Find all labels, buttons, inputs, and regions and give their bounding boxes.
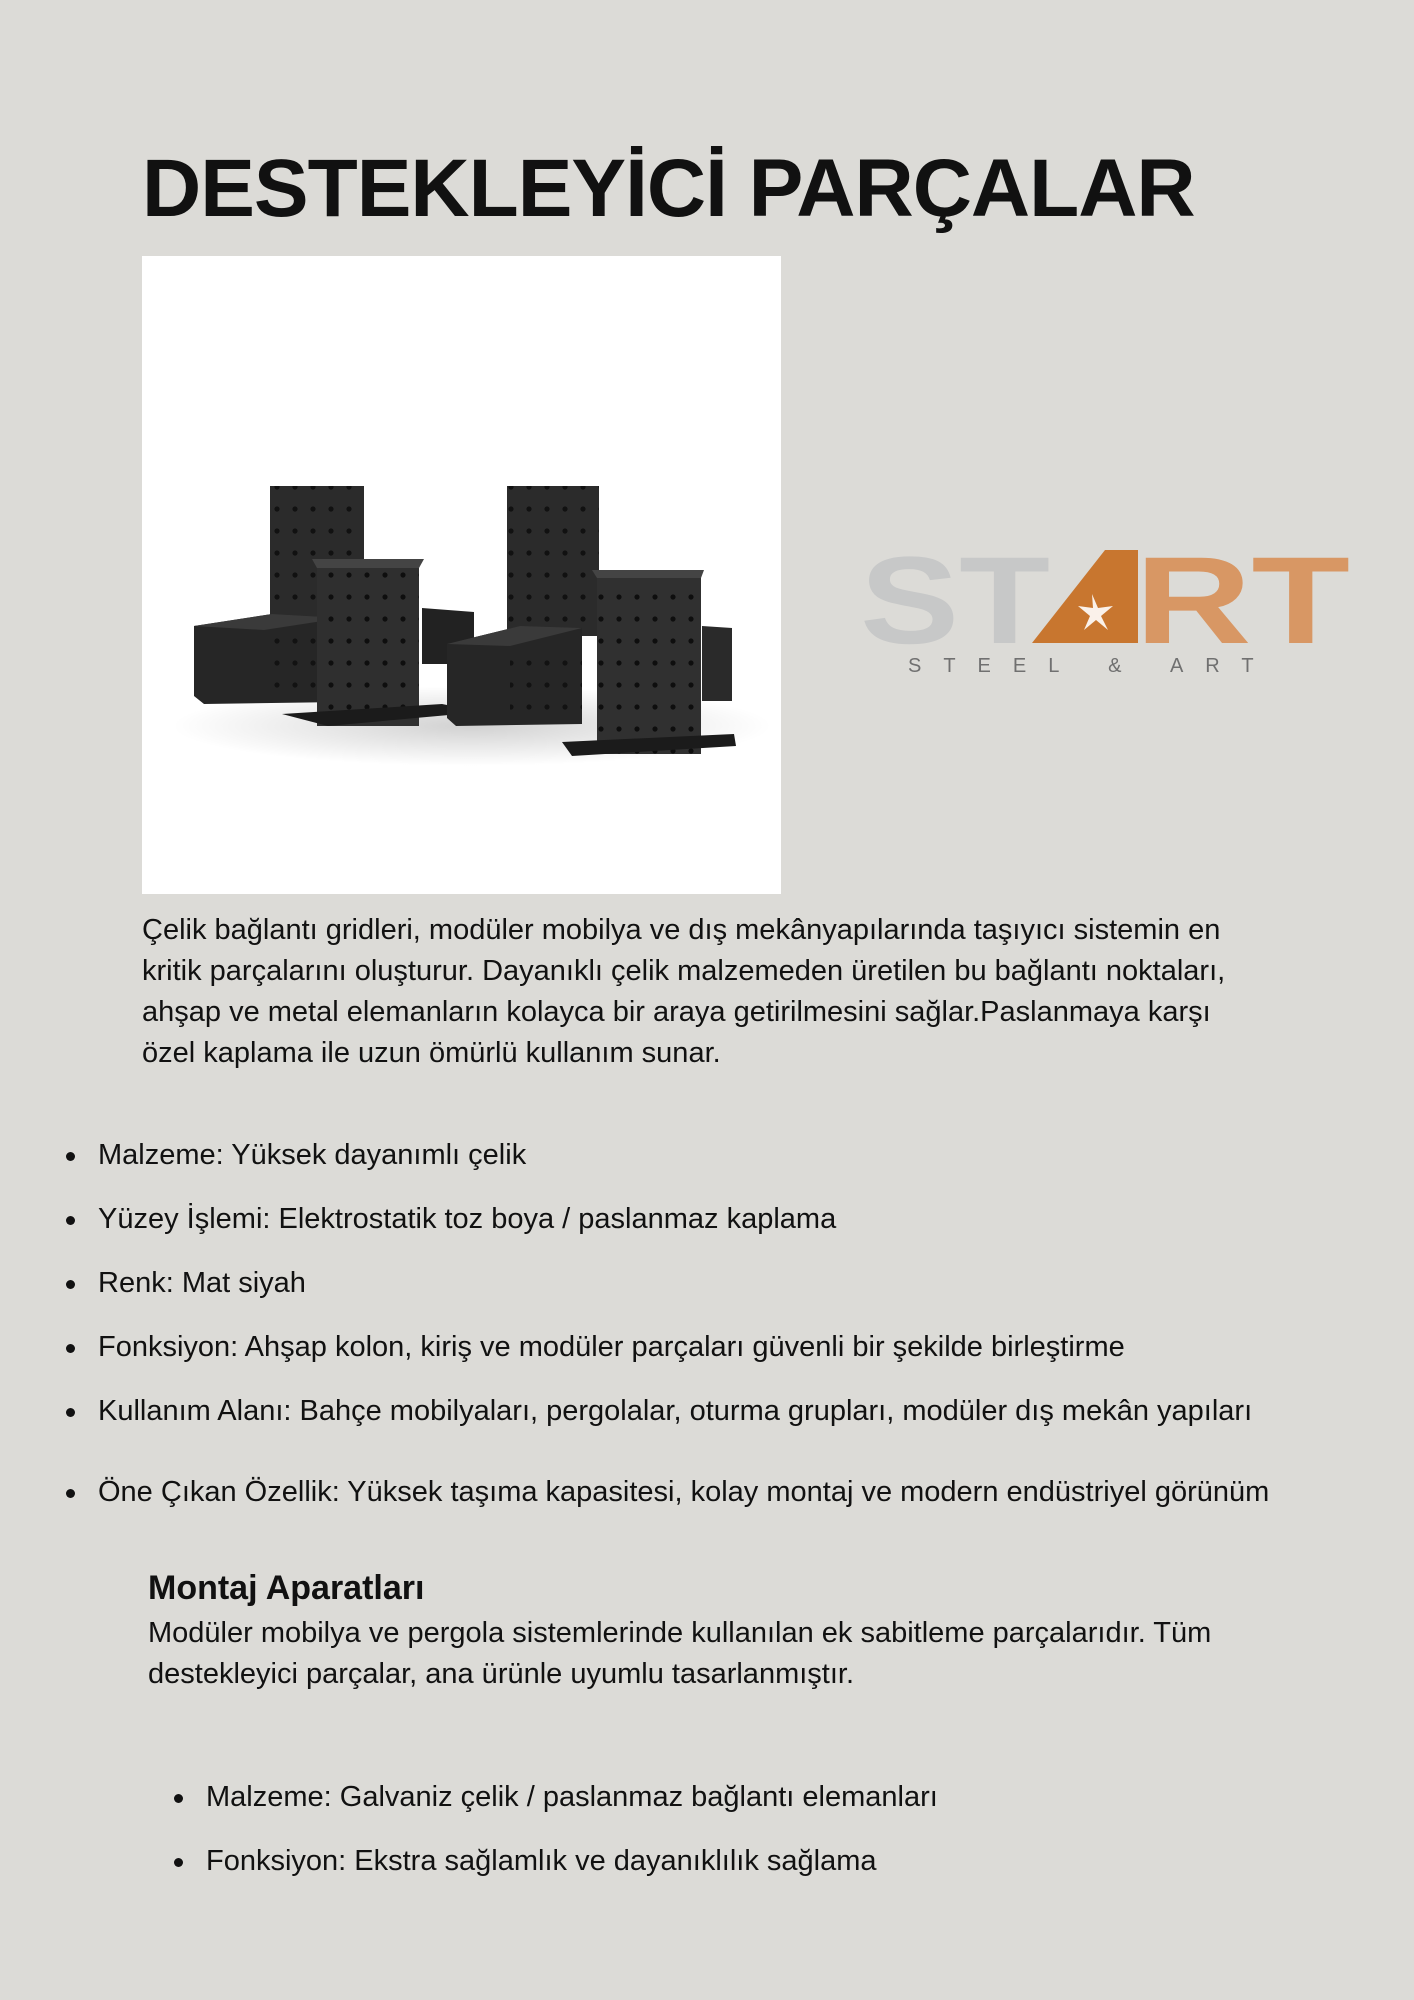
steel-brackets-illustration <box>142 256 781 894</box>
section-spec-material: Malzeme: Galvaniz çelik / paslanmaz bağlantı elemanları <box>168 1778 938 1816</box>
spec-item-surface: Yüzey İşlemi: Elektrostatik toz boya / paslanmaz kaplama <box>60 1200 1414 1238</box>
spec-item-color: Renk: Mat siyah <box>60 1264 1414 1302</box>
section-description: Modüler mobilya ve pergola sistemlerinde kullanılan ek sabitleme parçalarıdır. Tüm destekleyici parçalar, ana ürünle uyumlu tasarlanmıştır. <box>148 1617 1212 1690</box>
spec-item-usage: Kullanım Alanı: Bahçe mobilyaları, pergolalar, oturma grupları, modüler dış mekân yapıları <box>60 1392 1414 1430</box>
intro-paragraph: Çelik bağlantı gridleri, modüler mobilya ve dış mekânyapılarında taşıyıcı sistemin en kritik parçalarını oluşturur. Dayanıklı çelik malzemeden üretilen bu bağlantı noktaları, ahşap ve metal elemanların kolayca bir araya getirilmesini sağlar.Paslanmaya karşı özel kaplama ile uzun ömürlü kullanım sunar. <box>142 914 1226 1069</box>
logo-wordmark-left: ST <box>860 540 1050 670</box>
spec-item-function: Fonksiyon: Ahşap kolon, kiriş ve modüler parçaları güvenli bir şekilde birleştirme <box>60 1328 1414 1366</box>
spec-item-feature: Öne Çıkan Özellik: Yüksek taşıma kapasitesi, kolay montaj ve modern endüstriyel görünüm <box>60 1473 1414 1511</box>
logo-wordmark-right: RT <box>1135 540 1350 670</box>
spec-list <box>60 1136 1414 1511</box>
section-spec-list <box>168 1778 938 1906</box>
section-spec-function: Fonksiyon: Ekstra sağlamlık ve dayanıklılık sağlama <box>168 1842 938 1880</box>
section-title: Montaj Aparatları <box>148 1569 425 1607</box>
product-photo <box>142 256 781 894</box>
spec-item-material: Malzeme: Yüksek dayanımlı çelik <box>60 1136 1414 1174</box>
page-title: DESTEKLEYİCİ PARÇALAR <box>142 143 1195 234</box>
start-steel-art-logo <box>860 540 1355 680</box>
logo-tagline: STEEL & ART <box>908 655 1276 677</box>
